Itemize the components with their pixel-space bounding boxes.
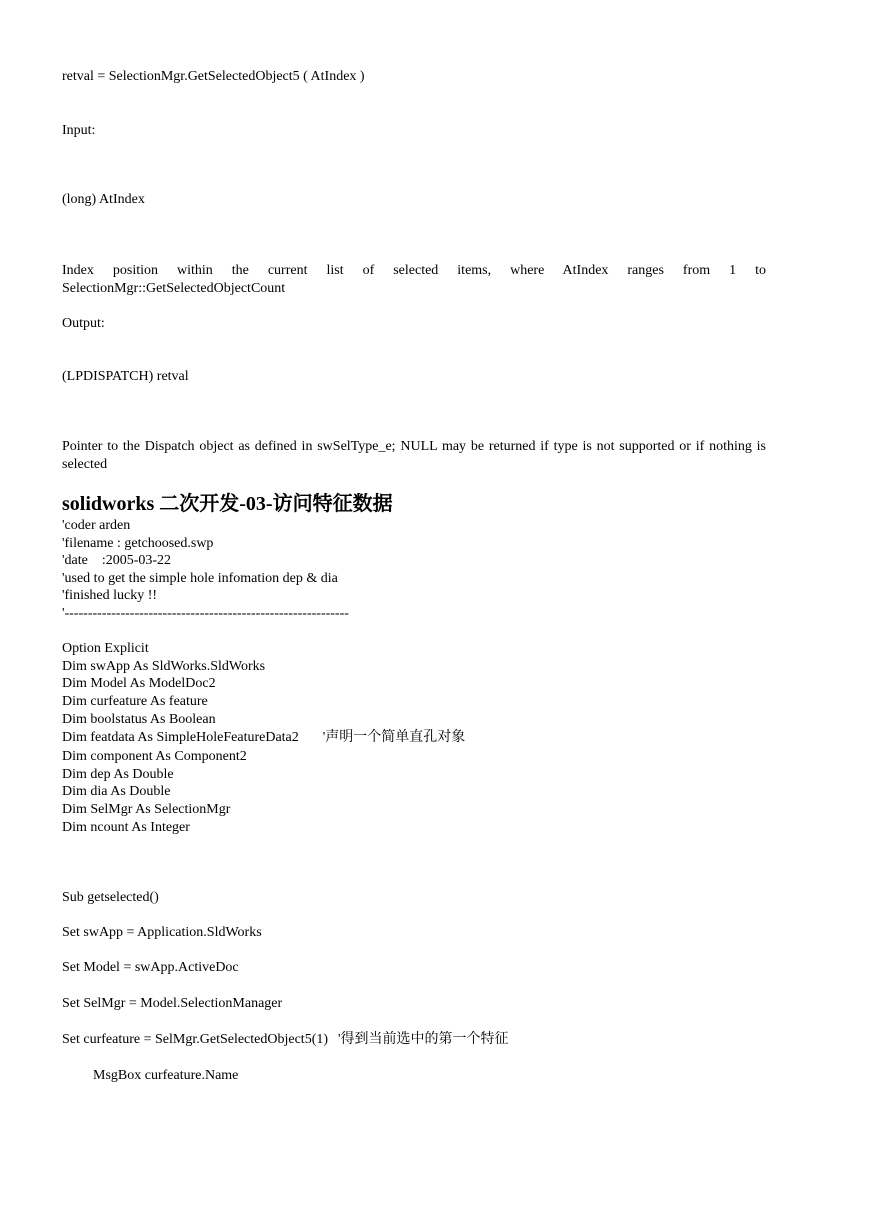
code-line: Set Model = swApp.ActiveDoc	[62, 960, 239, 975]
code-comment: '声明一个简单直孔对象	[322, 730, 466, 745]
header-comment: '-------------------------------------------------------------	[62, 606, 349, 621]
code-line: Dim dep As Double	[62, 767, 174, 782]
code-comment: '得到当前选中的第一个特征	[338, 1032, 509, 1047]
code-line: Set swApp = Application.SldWorks	[62, 925, 262, 940]
header-comment: 'used to get the simple hole infomation dep & dia	[62, 571, 338, 586]
code-line: Dim boolstatus As Boolean	[62, 712, 216, 727]
code-line: Dim SelMgr As SelectionMgr	[62, 802, 231, 817]
header-comment: 'filename : getchoosed.swp	[62, 536, 214, 551]
code-line: Dim curfeature As feature	[62, 694, 208, 709]
code-line: Dim Model As ModelDoc2	[62, 676, 216, 691]
header-comment: 'finished lucky !!	[62, 588, 158, 603]
input-description: Index position within the current list of selected items, where AtIndex ranges from 1 to SelectionMgr::GetSelectedObjectCount	[62, 263, 766, 296]
header-comment: 'date :2005-03-22	[62, 553, 172, 568]
code-line: Dim swApp As SldWorks.SldWorks	[62, 659, 266, 674]
article-title: solidworks 二次开发-03-访问特征数据	[62, 493, 393, 515]
code-line: Dim component As Component2	[62, 749, 247, 764]
code-line: Sub getselected()	[62, 890, 159, 905]
code-text: Set curfeature = SelMgr.GetSelectedObject5(1)	[62, 1032, 329, 1047]
input-param: (long) AtIndex	[62, 192, 145, 207]
code-line	[62, 1031, 509, 1049]
output-label: Output:	[62, 316, 105, 331]
code-line: Option Explicit	[62, 641, 149, 656]
code-line	[62, 729, 465, 747]
output-description: Pointer to the Dispatch object as defined in swSelType_e; NULL may be returned if type is not supported or if nothing is selected	[62, 439, 766, 472]
api-signature: retval = SelectionMgr.GetSelectedObject5 ( AtIndex )	[62, 69, 365, 84]
code-line: Set SelMgr = Model.SelectionManager	[62, 996, 283, 1011]
input-label: Input:	[62, 123, 96, 138]
code-line: Dim dia As Double	[62, 784, 171, 799]
code-text: Dim featdata As SimpleHoleFeatureData2	[62, 730, 299, 745]
code-line: Dim ncount As Integer	[62, 820, 190, 835]
output-param: (LPDISPATCH) retval	[62, 369, 189, 384]
code-line: MsgBox curfeature.Name	[93, 1068, 239, 1083]
header-comment: 'coder arden	[62, 518, 131, 533]
